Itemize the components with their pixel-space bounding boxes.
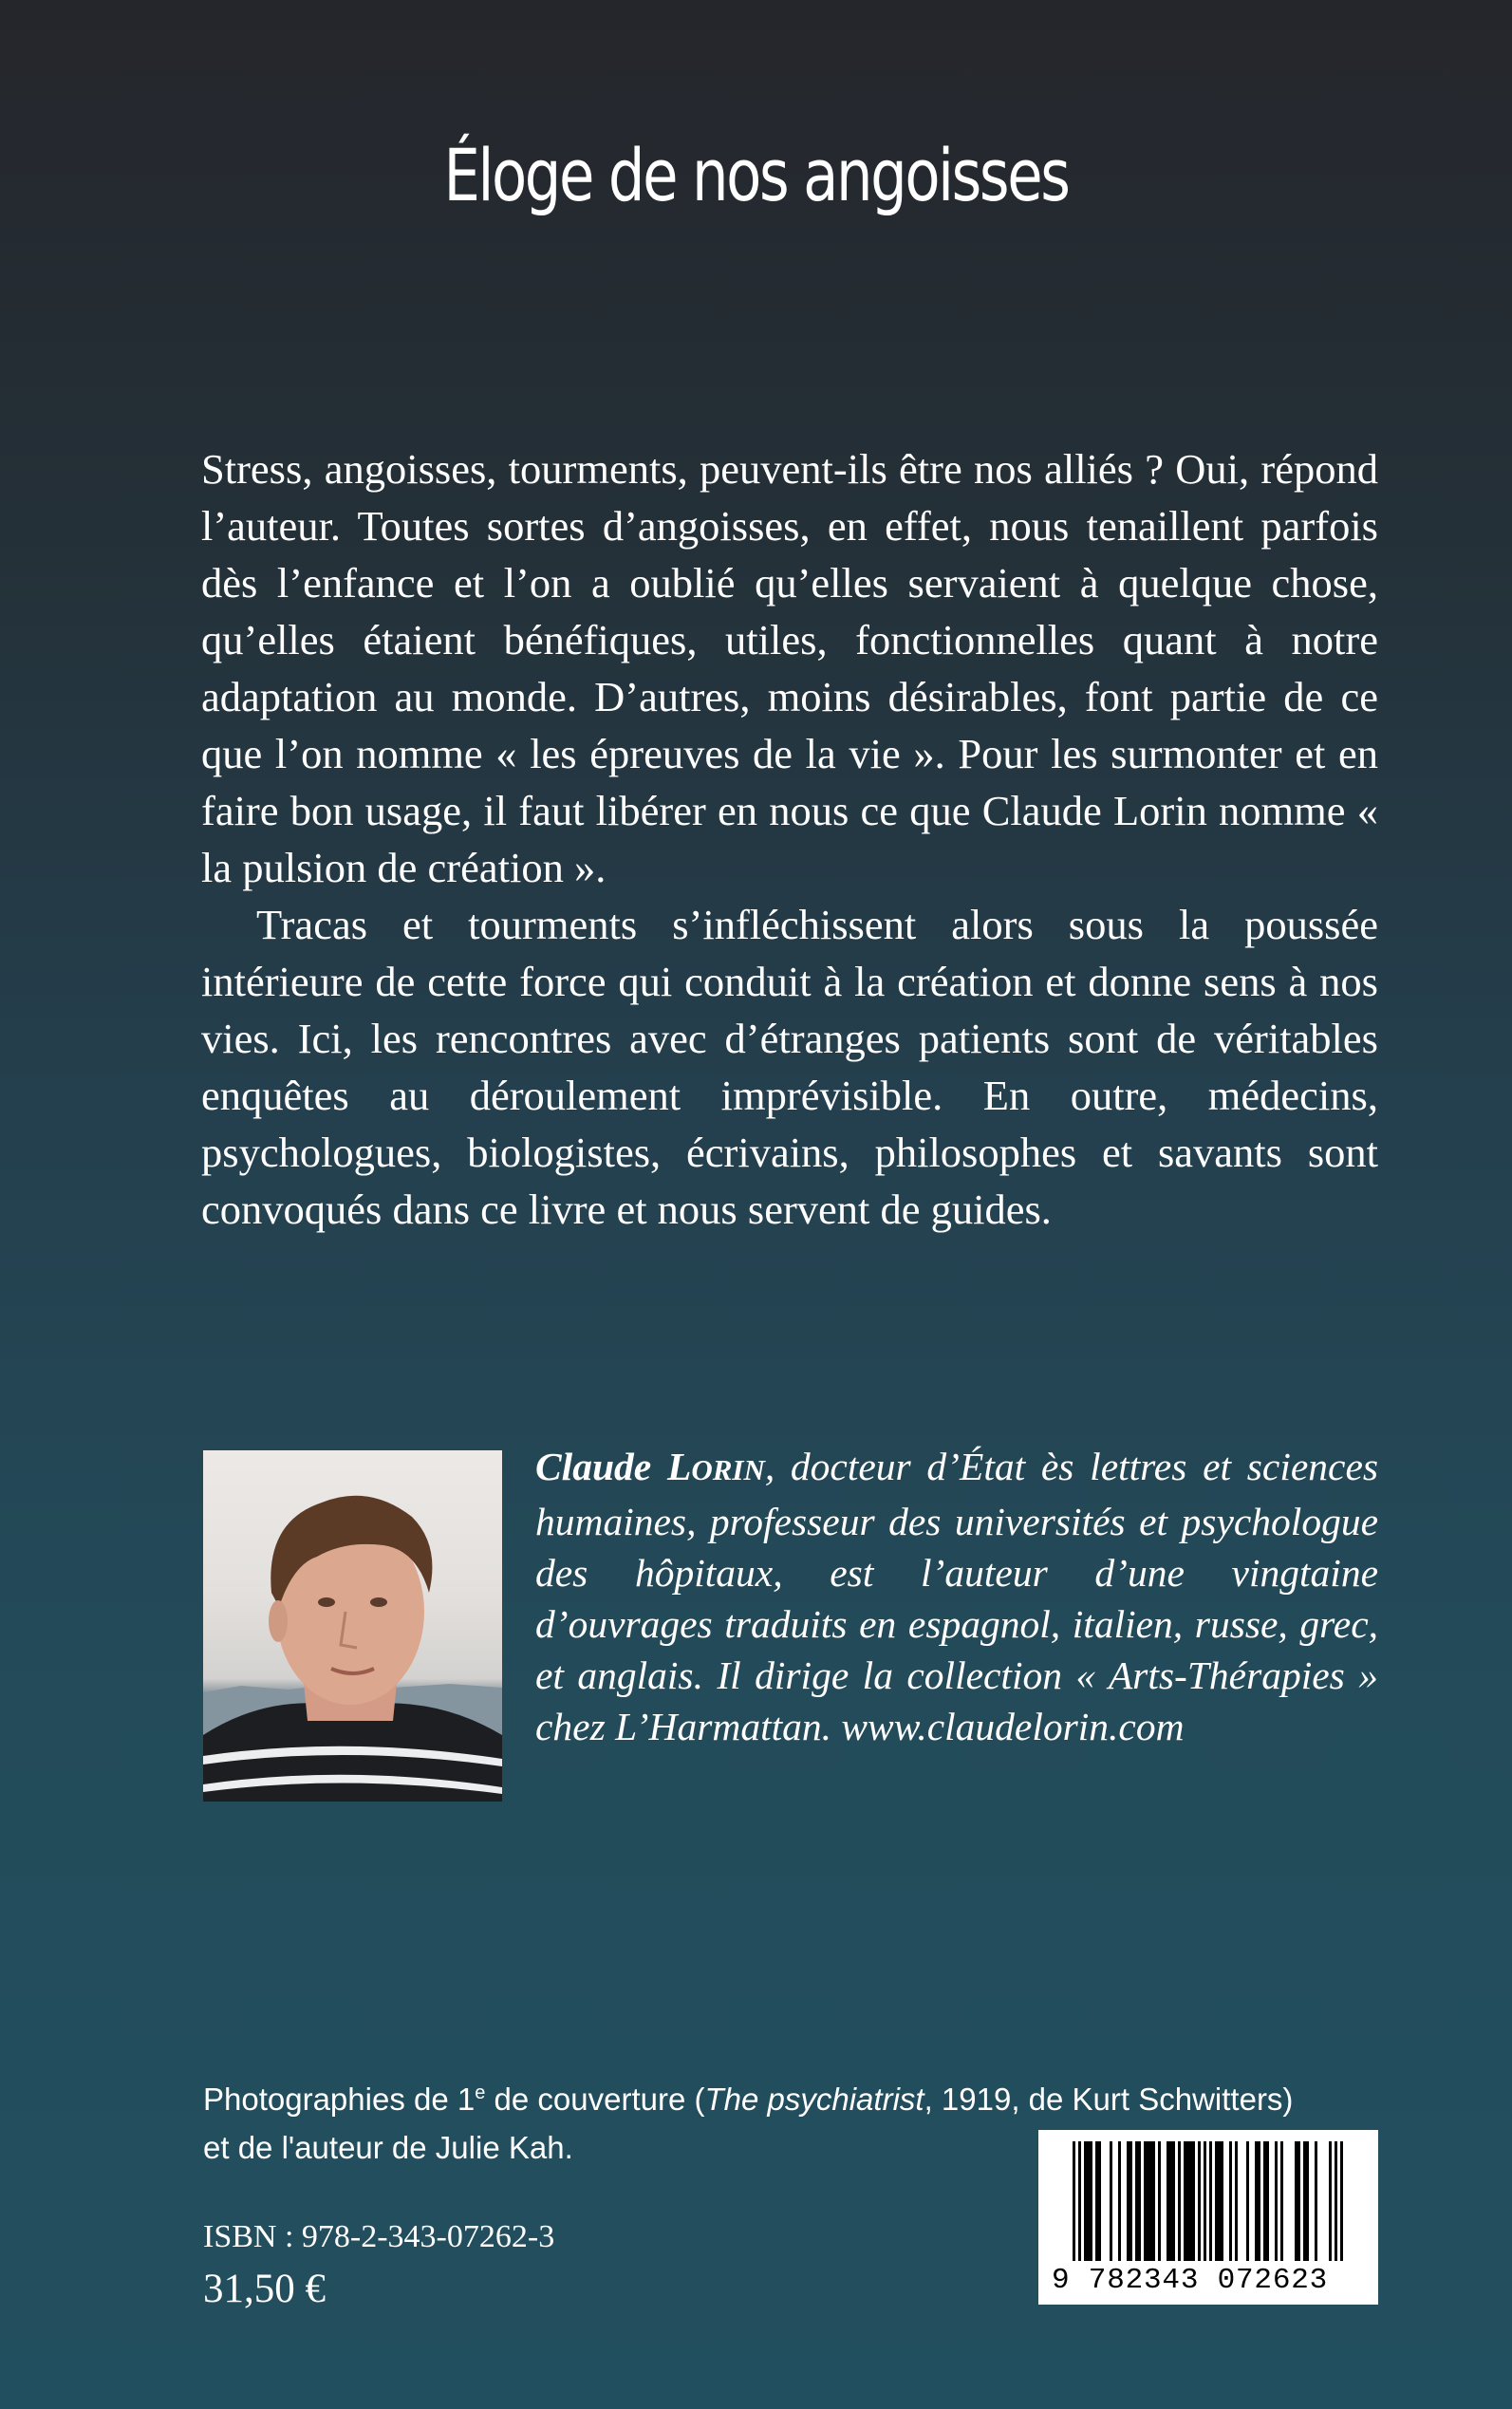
barcode-bar xyxy=(1178,2141,1181,2261)
author-surname-rest: ORIN xyxy=(691,1453,765,1486)
barcode-bar xyxy=(1329,2141,1332,2261)
barcode-bar xyxy=(1127,2141,1129,2261)
barcode-bar xyxy=(1235,2141,1238,2261)
barcode-bar xyxy=(1098,2141,1101,2261)
blurb-paragraph-2: Tracas et tourments s’infléchissent alors sous la poussée intérieure de cette force qui conduit à la création et donne sens à nos vies. Ici, les rencontres avec d’étranges patients sont de véritables enquêtes au déroulement imprévisible. En outre, médecins, psychologues, biologistes, écrivains, philosophes et savants sont convoqués dans ce livre et nous servent de guides. xyxy=(201,901,1378,1233)
author-website[interactable]: www.claudelorin.com xyxy=(841,1705,1185,1748)
barcode-bar xyxy=(1172,2141,1175,2261)
barcode-bar xyxy=(1266,2141,1269,2261)
barcode-bar xyxy=(1189,2141,1192,2261)
barcode-bar xyxy=(1297,2141,1300,2261)
barcode-bar xyxy=(1149,2141,1152,2261)
barcode-bar xyxy=(1221,2141,1223,2261)
barcode-bar xyxy=(1255,2141,1258,2261)
barcode-bar xyxy=(1306,2141,1309,2261)
barcode-bar xyxy=(1084,2141,1087,2261)
credits-prefix: Photographies de 1 xyxy=(203,2082,476,2117)
barcode-bar xyxy=(1198,2141,1201,2261)
barcode-bar xyxy=(1152,2141,1155,2261)
photo-credits-line-1 xyxy=(203,2075,1390,2123)
barcode-bar xyxy=(1315,2141,1317,2261)
barcode-bar xyxy=(1169,2141,1172,2261)
barcode-bar xyxy=(1186,2141,1189,2261)
barcode-bar xyxy=(1340,2141,1343,2261)
barcode-bar xyxy=(1218,2141,1221,2261)
barcode-bar xyxy=(1147,2141,1149,2261)
barcode-digits: 9 782343 072623 xyxy=(1048,2262,1376,2300)
barcode-bar xyxy=(1073,2141,1075,2261)
author-first-name: Claude xyxy=(535,1445,652,1488)
barcode-bar xyxy=(1263,2141,1266,2261)
barcode-bar xyxy=(1215,2141,1218,2261)
credits-superscript: e xyxy=(475,2082,486,2103)
photo-credits-line-2: et de l'auteur de Julie Kah. xyxy=(203,2130,573,2165)
barcode-bar xyxy=(1138,2141,1141,2261)
barcode-bar xyxy=(1144,2141,1147,2261)
price: 31,50 € xyxy=(203,2267,326,2311)
barcode-bar xyxy=(1135,2141,1138,2261)
barcode xyxy=(1038,2130,1378,2305)
barcode-bar xyxy=(1087,2141,1090,2261)
barcode-bar xyxy=(1158,2141,1161,2261)
barcode-bar xyxy=(1090,2141,1092,2261)
credits-artwork: The psychiatrist xyxy=(704,2082,924,2117)
author-photo xyxy=(203,1450,502,1802)
isbn: ISBN : 978-2-343-07262-3 xyxy=(203,2219,555,2254)
author-bio-text: , docteur d’État ès lettres et sciences humaines, professeur des universités et psychologue des hôpitaux, est l’auteur d’une vingtaine d’ouvrages traduits en espagnol, italien, russe, grec, et anglais. Il dirige la collection « Arts-Thérapies » chez L’Harmattan. xyxy=(535,1445,1379,1748)
barcode-bar xyxy=(1246,2141,1249,2261)
blurb xyxy=(201,440,1378,1238)
barcode-bar xyxy=(1335,2141,1337,2261)
barcode-bar xyxy=(1280,2141,1283,2261)
author-surname-initial: L xyxy=(666,1445,692,1488)
blurb-paragraph-1: Stress, angoisses, tourments, peuvent-ils être nos alliés ? Oui, répond l’auteur. Toutes sortes d’angoisses, en effet, nous tenaillent parfois dès l’enfance et l’on a oublié qu’elles servaient à quelque chose, qu’elles étaient bénéfiques, utiles, fonctionnelles quant à notre adaptation au monde. D’autres, moins désirables, font partie de ce que l’on nomme « les épreuves de la vie ». Pour les surmonter et en faire bon usage, il faut libérer en nous ce que Claude Lorin nomme « la pulsion de création ». xyxy=(201,445,1378,891)
barcode-bar xyxy=(1078,2141,1081,2261)
barcode-bar xyxy=(1275,2141,1278,2261)
barcode-bar xyxy=(1184,2141,1186,2261)
barcode-bar xyxy=(1229,2141,1232,2261)
barcode-bar xyxy=(1295,2141,1297,2261)
author-bio xyxy=(535,1441,1378,1752)
barcode-bar xyxy=(1095,2141,1098,2261)
barcode-bar xyxy=(1110,2141,1112,2261)
barcode-bar xyxy=(1118,2141,1121,2261)
barcode-bar xyxy=(1204,2141,1206,2261)
barcode-bar xyxy=(1303,2141,1306,2261)
barcode-bar xyxy=(1129,2141,1132,2261)
barcode-bar xyxy=(1258,2141,1260,2261)
barcode-bar xyxy=(1167,2141,1169,2261)
credits-middle: de couverture ( xyxy=(485,2082,705,2117)
credits-suffix: , 1919, de Kurt Schwitters) xyxy=(924,2082,1294,2117)
barcode-bar xyxy=(1209,2141,1212,2261)
author-name xyxy=(535,1445,765,1488)
barcode-bar xyxy=(1192,2141,1195,2261)
book-title: Éloge de nos angoisses xyxy=(443,133,1069,217)
